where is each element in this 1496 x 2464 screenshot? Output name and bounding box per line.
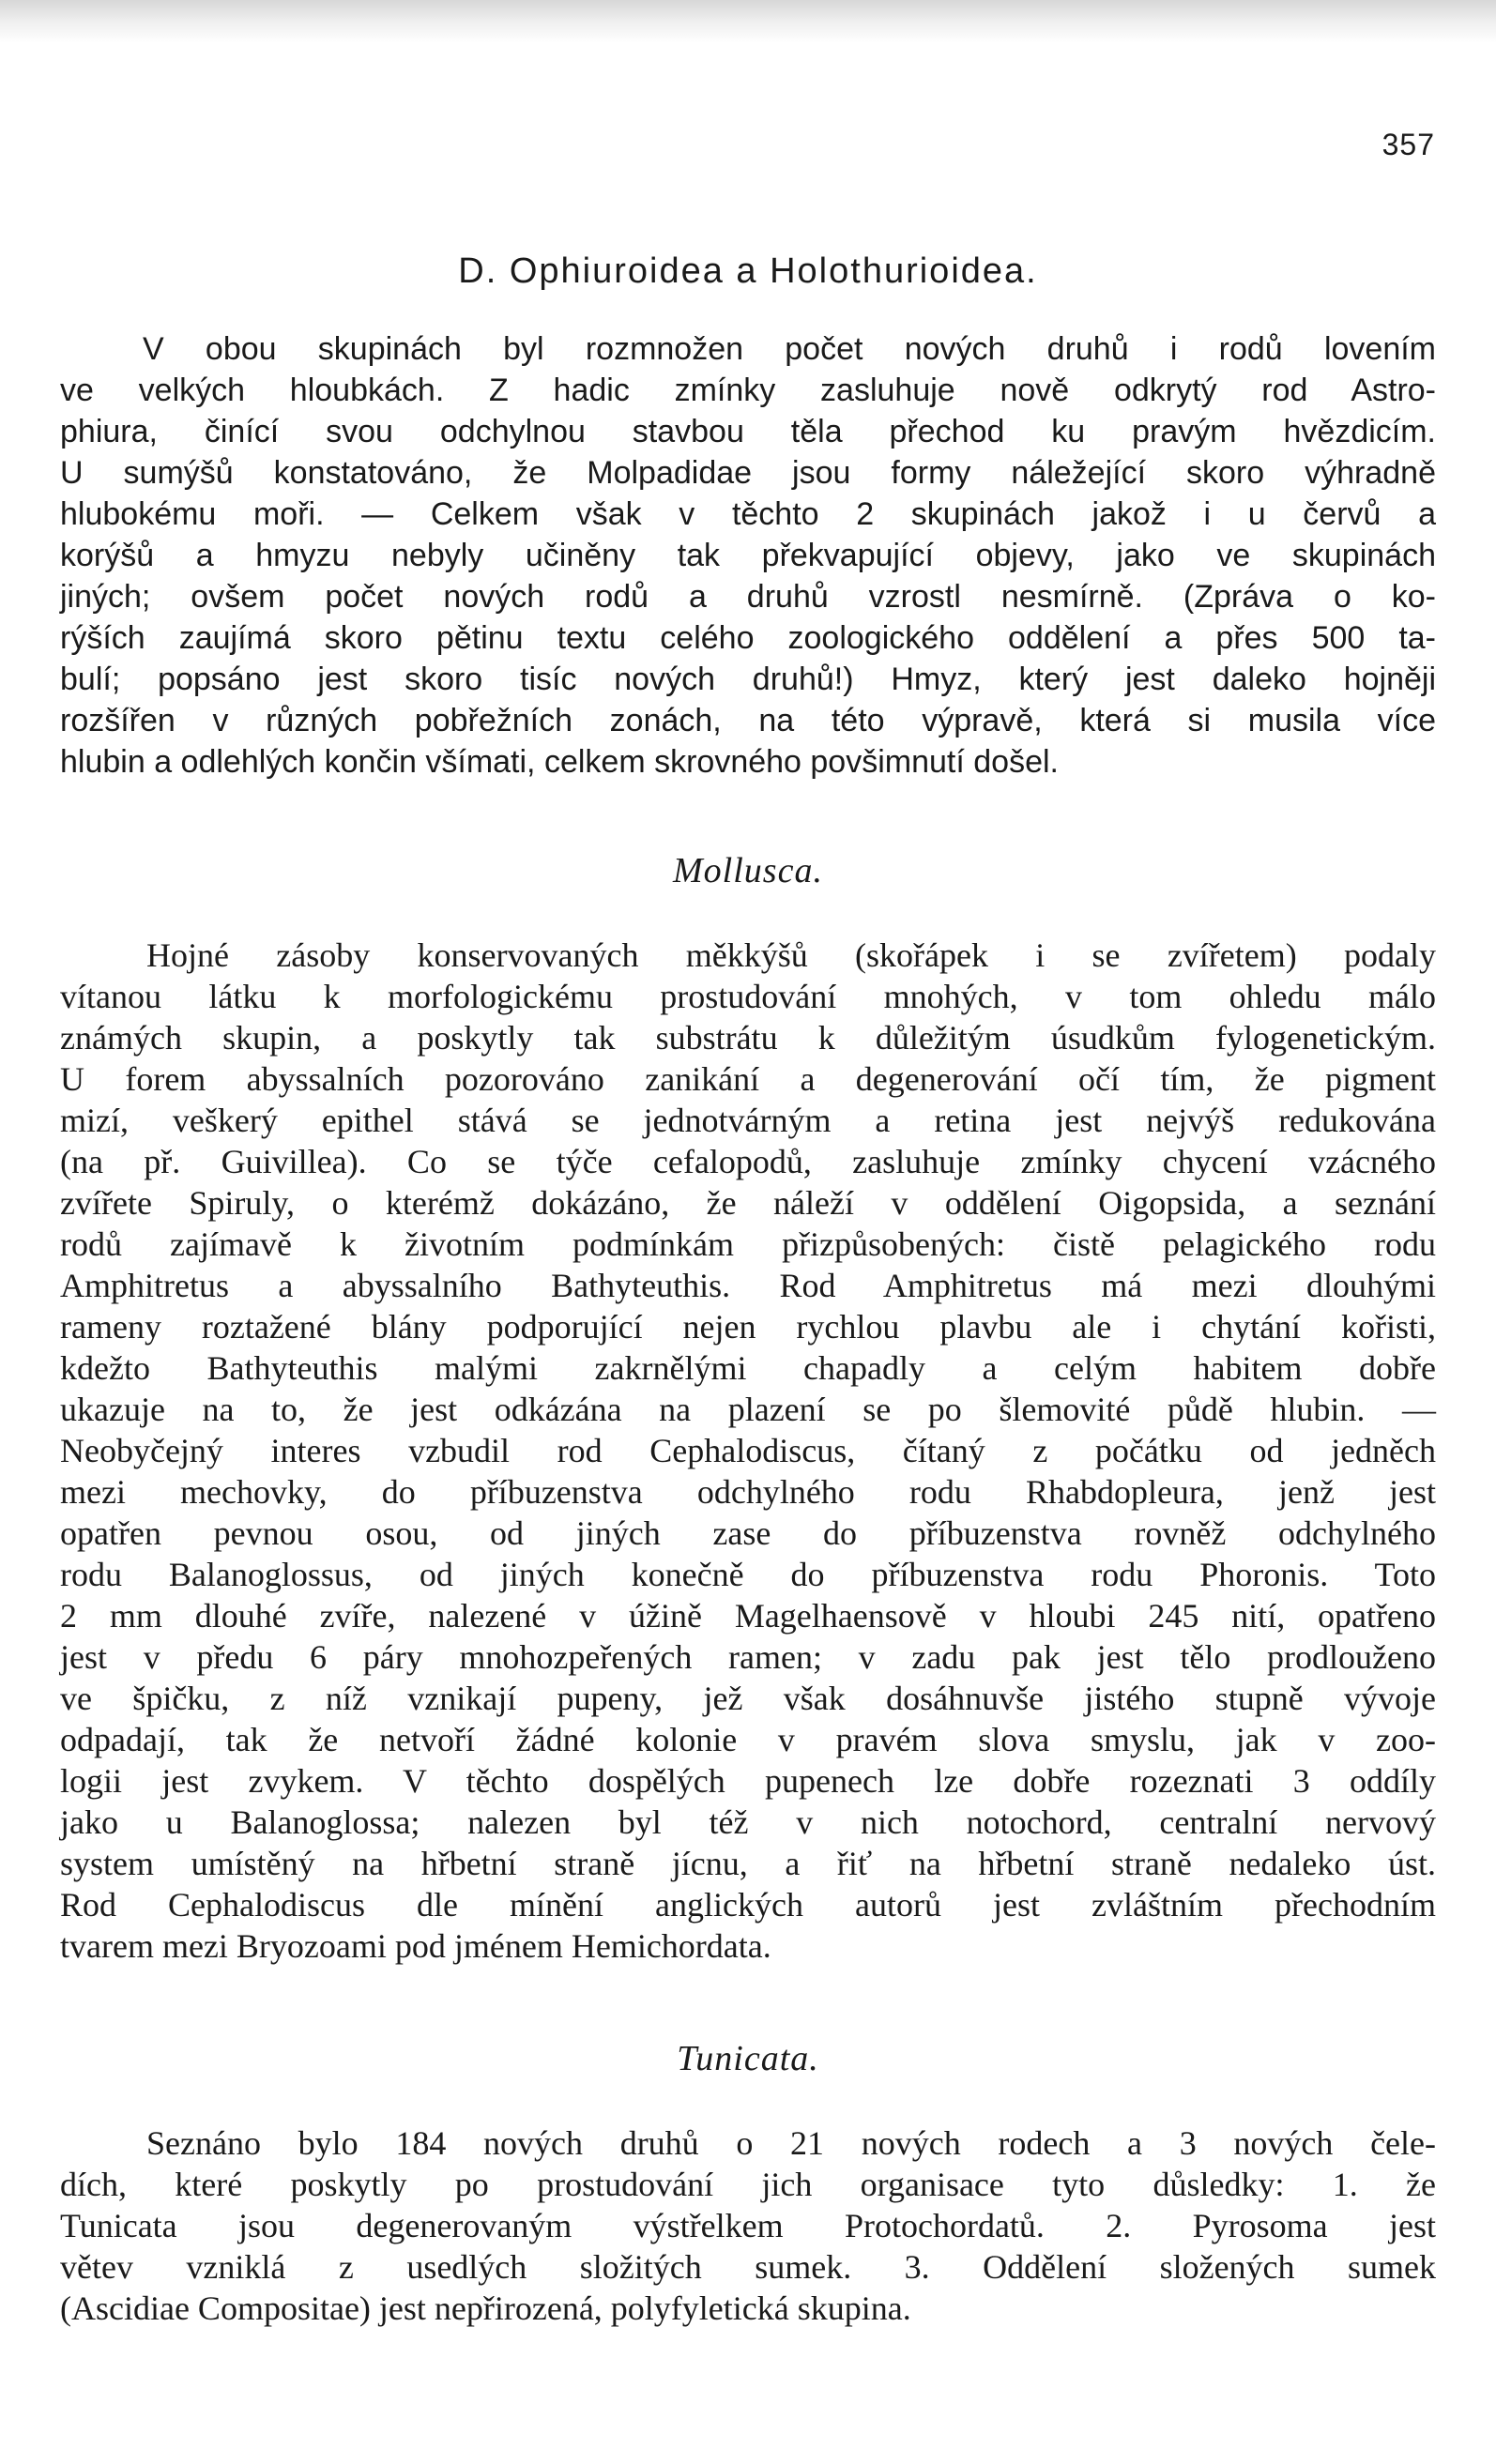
text-line: větev vzniklá z usedlých složitých sumek. 3. Oddělení složených sumek [60, 2248, 1436, 2286]
text-line: rameny roztažené blány podporující nejen rychlou plavbu ale i chytání kořisti, [60, 1308, 1436, 1346]
text-line: ukazuje na to, že jest odkázána na plazení se po šlemovité půdě hlubin. — [60, 1391, 1436, 1428]
text-line: rozšířen v různých pobřežních zonách, na této výpravě, která si musila více [60, 703, 1436, 738]
text-line: opatřen pevnou osou, od jiných zase do příbuzenstva rovněž odchylného [60, 1514, 1436, 1552]
section-heading-ophiuroidea: D. Ophiuroidea a Holothurioidea. [458, 251, 1038, 291]
paragraph-ophiuroidea [60, 328, 1436, 783]
text-line: ve špičku, z níž vznikají pupeny, jež však dosáhnuvše jistého stupně vývoje [60, 1680, 1436, 1717]
text-line: U sumýšů konstatováno, že Molpadidae jsou formy náležející skoro výhradně [60, 455, 1436, 491]
section-heading-mollusca: Mollusca. [673, 851, 823, 890]
text-line: 2 mm dlouhé zvíře, nalezené v úžině Magelhaensově v hloubi 245 nití, opatřeno [60, 1597, 1436, 1635]
text-line: ve velkých hloubkách. Z hadic zmínky zasluhuje nově odkrytý rod Astro- [60, 373, 1436, 408]
text-line: kdežto Bathyteuthis malými zakrnělými chapadly a celým habitem dobře [60, 1349, 1436, 1387]
text-line: zvířete Spiruly, o kterémž dokázáno, že náleží v oddělení Oigopsida, a seznání [60, 1184, 1436, 1222]
text-line: mezi mechovky, do příbuzenstva odchylného rodu Rhabdopleura, jenž jest [60, 1473, 1436, 1511]
text-line: Tunicata jsou degenerovaným výstřelkem Protochordatů. 2. Pyrosoma jest [60, 2207, 1436, 2244]
text-line: logii jest zvykem. V těchto dospělých pupenech lze dobře rozeznati 3 oddíly [60, 1762, 1436, 1800]
text-line: hlubin a odlehlých končin všímati, celkem skrovného povšimnutí došel. [60, 744, 1059, 780]
scan-top-shadow [0, 0, 1496, 43]
text-line: jako u Balanoglossa; nalezen byl též v nich notochord, centralní nervový [60, 1803, 1436, 1841]
text-line: Hojné zásoby konservovaných měkkýšů (skořápek i se zvířetem) podaly [146, 936, 1436, 974]
text-line: tvarem mezi Bryozoami pod jménem Hemichordata. [60, 1927, 771, 1965]
text-line: odpadají, tak že netvoří žádné kolonie v pravém slova smyslu, jak v zoo- [60, 1721, 1436, 1758]
text-line: rodu Balanoglossus, od jiných konečně do příbuzenstva rodu Phoronis. Toto [60, 1556, 1436, 1593]
text-line: mizí, veškerý epithel stává se jednotvárným a retina jest nejvýš redukována [60, 1102, 1436, 1139]
text-line: Amphitretus a abyssalního Bathyteuthis. Rod Amphitretus má mezi dlouhými [60, 1267, 1436, 1304]
page-number: 357 [1382, 128, 1435, 161]
text-line: Rod Cephalodiscus dle mínění anglických autorů jest zvláštním přechodním [60, 1886, 1436, 1924]
text-line: V obou skupinách byl rozmnožen počet nových druhů i rodů lovením [143, 331, 1436, 367]
section-heading-tunicata: Tunicata. [677, 2039, 819, 2078]
text-line: phiura, činící svou odchylnou stavbou těla přechod ku pravým hvězdicím. [60, 414, 1436, 449]
text-line: korýšů a hmyzu nebyly učiněny tak překvapující objevy, jako ve skupinách [60, 538, 1436, 573]
text-line: (Ascidiae Compositae) jest nepřirozená, polyfyletická skupina. [60, 2289, 911, 2327]
text-line: system umístěný na hřbetní straně jícnu, a řiť na hřbetní straně nedaleko úst. [60, 1845, 1436, 1882]
paragraph-tunicata [60, 2122, 1436, 2329]
text-line: jest v předu 6 páry mnohozpeřených ramen; v zadu pak jest tělo prodlouženo [60, 1638, 1436, 1676]
text-line: (na př. Guivillea). Co se týče cefalopodů, zasluhuje zmínky chycení vzácného [60, 1143, 1436, 1180]
text-line: rýších zaujímá skoro pětinu textu celého zoologického oddělení a přes 500 ta- [60, 620, 1436, 656]
text-line: bulí; popsáno jest skoro tisíc nových druhů!) Hmyz, který jest daleko hojněji [60, 662, 1436, 697]
text-line: dích, které poskytly po prostudování jich organisace tyto důsledky: 1. že [60, 2166, 1436, 2203]
text-line: Neobyčejný interes vzbudil rod Cephalodiscus, čítaný z počátku od jedněch [60, 1432, 1436, 1469]
text-line: známých skupin, a poskytly tak substrátu k důležitým úsudkům fylogenetickým. [60, 1019, 1436, 1057]
paragraph-mollusca [60, 935, 1436, 1967]
text-line: vítanou látku k morfologickému prostudování mnohých, v tom ohledu málo [60, 978, 1436, 1015]
text-line: rodů zajímavě k životním podmínkám přizpůsobených: čistě pelagického rodu [60, 1225, 1436, 1263]
text-line: U forem abyssalních pozorováno zanikání a degenerování očí tím, že pigment [60, 1060, 1436, 1098]
text-line: Seznáno bylo 184 nových druhů o 21 nových rodech a 3 nových čele- [146, 2124, 1436, 2162]
text-line: hlubokému moři. — Celkem však v těchto 2 skupinách jakož i u červů a [60, 496, 1436, 532]
text-line: jiných; ovšem počet nových rodů a druhů vzrostl nesmírně. (Zpráva o ko- [60, 579, 1436, 615]
